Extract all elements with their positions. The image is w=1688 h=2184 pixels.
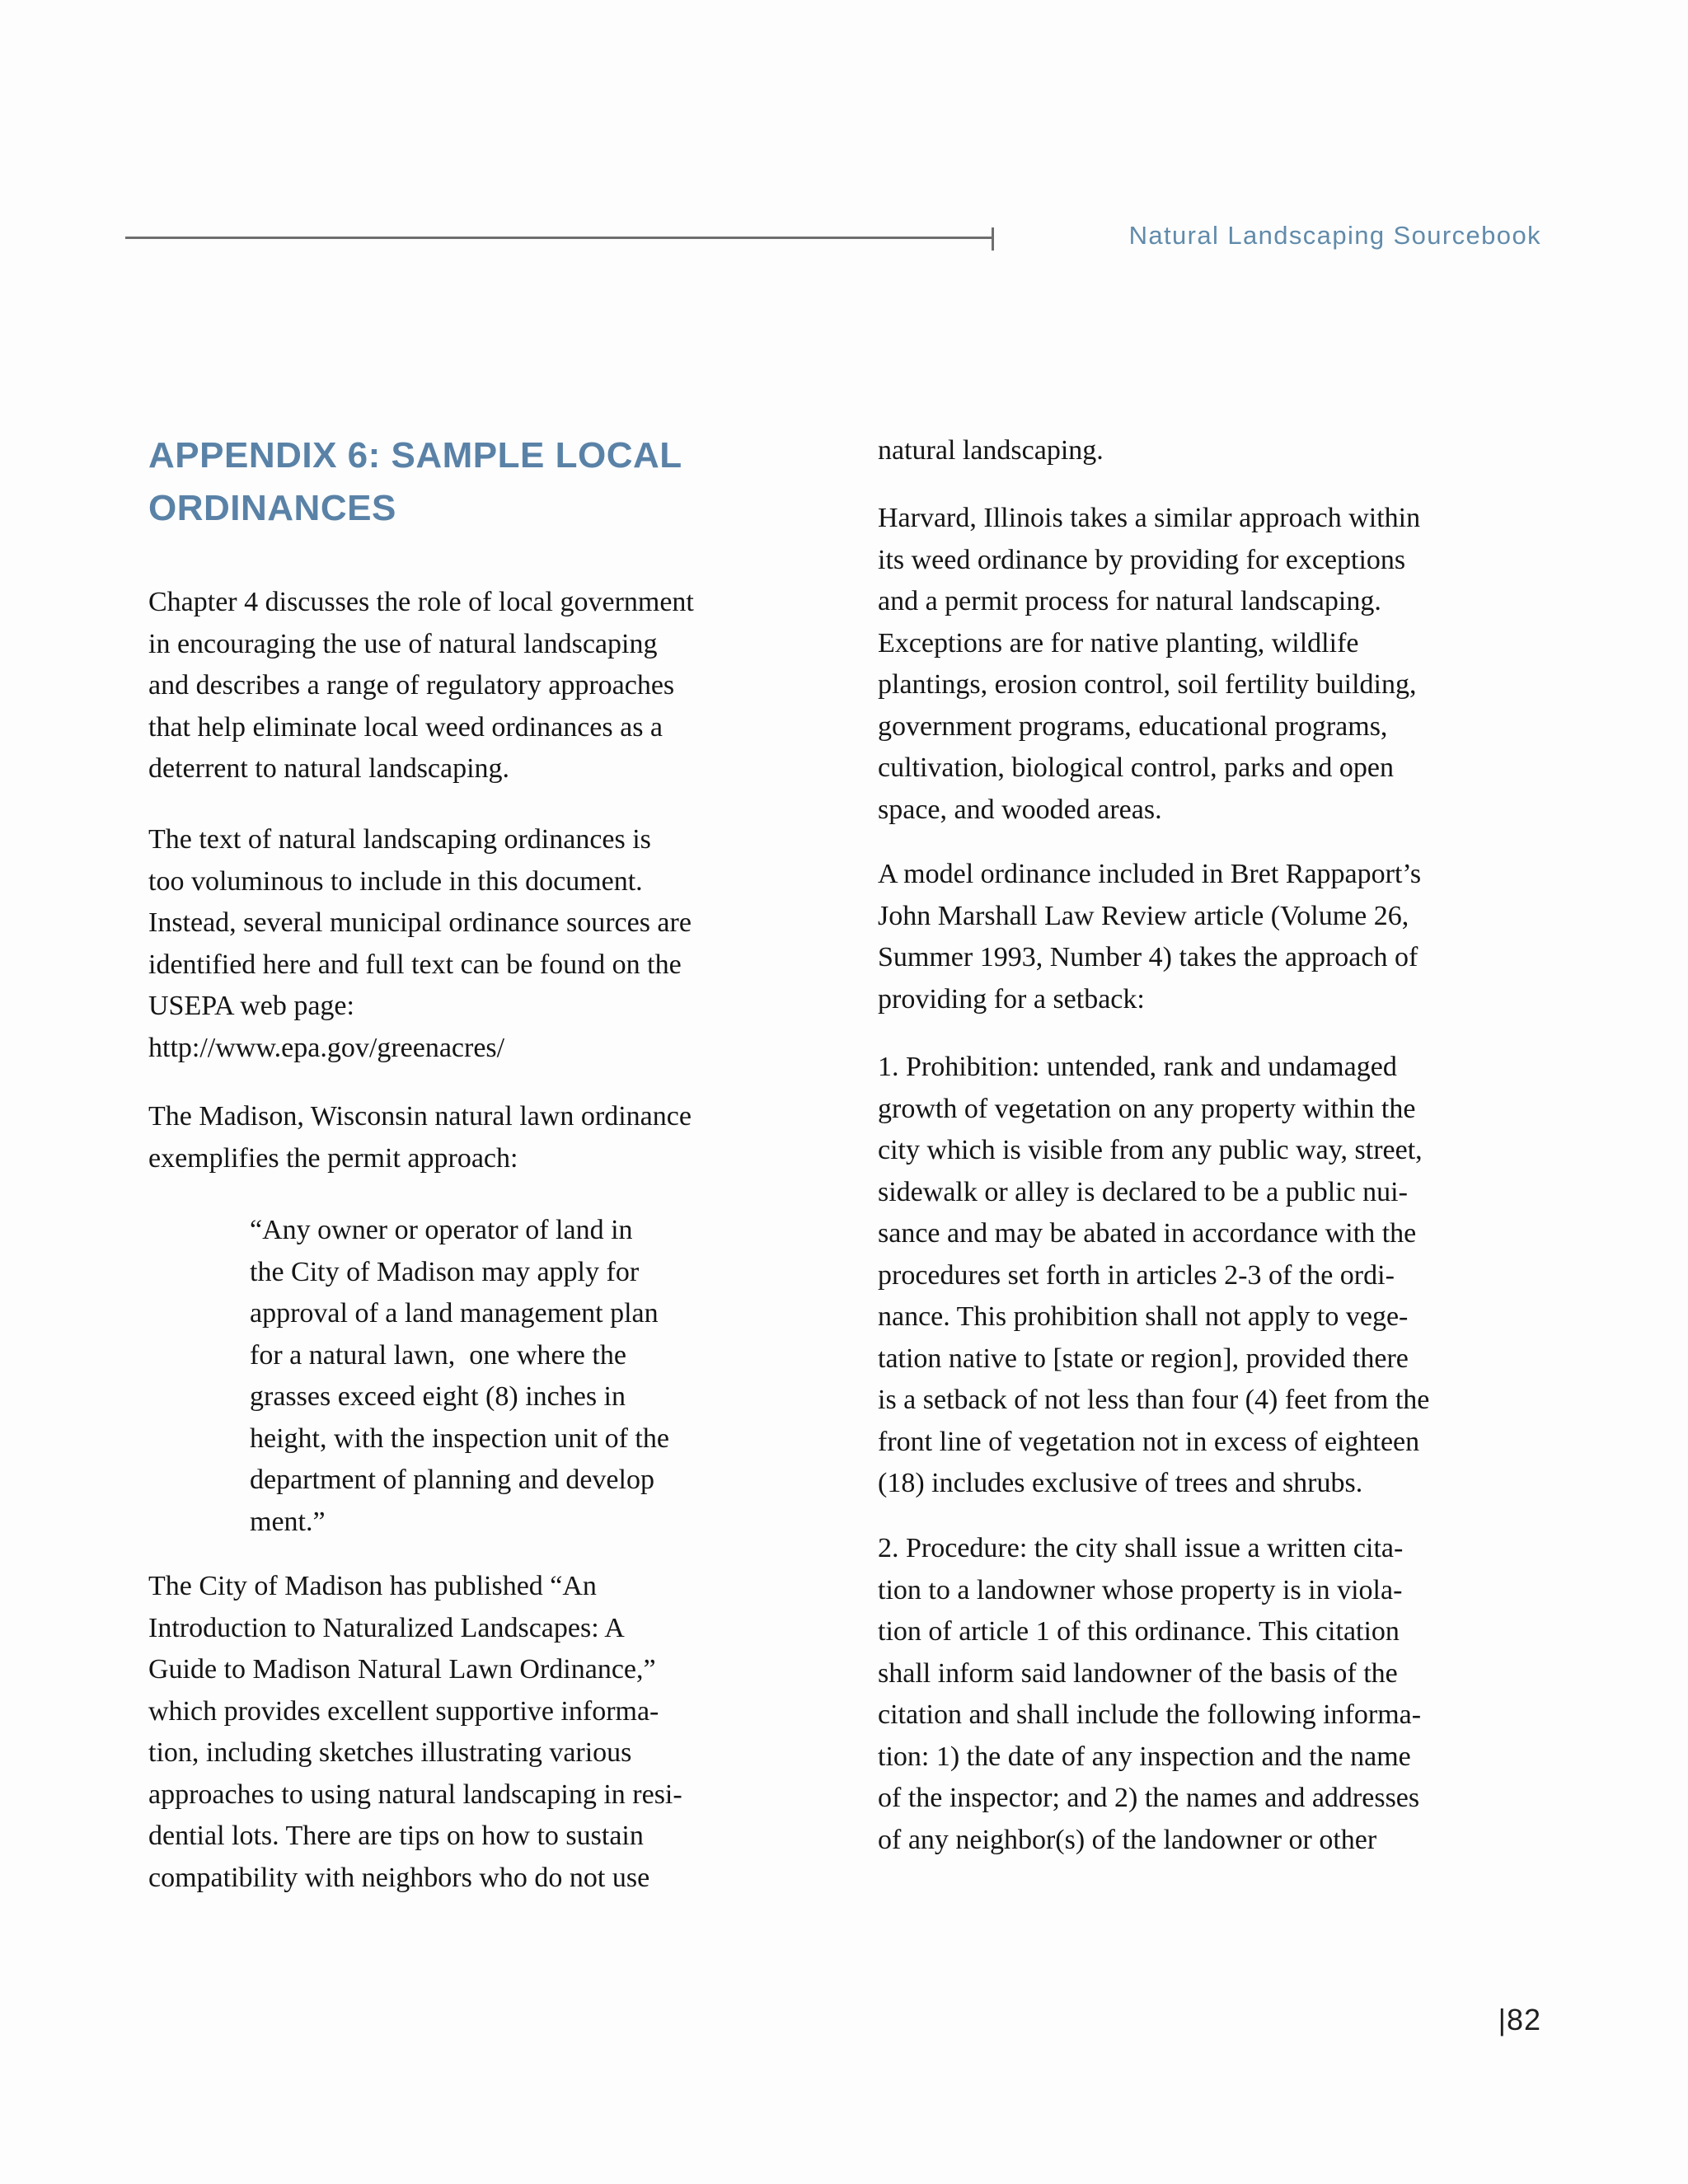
right-paragraph-4-prohibition: 1. Prohibition: untended, rank and undamaged growth of vegetation on any property within the city which is visible from any public way, street, sidewalk or alley is declared to be a public nui- sance and may be abated in accordance with the procedures set forth in articles 2-3 of the ordi- nance. This prohibition shall not apply to vege- tation native to [state or region], provided there is a setback of not less than four (4) feet from the front line of vegetation not in excess of eighteen (18) includes exclusive of trees and shrubs.	[878, 1052, 1430, 1498]
right-paragraph-5-procedure: 2. Procedure: the city shall issue a written cita- tion to a landowner whose property is in viola- tion of article 1 of this ordinance. This citation shall inform said landowner of the basis of the citation and shall include the following informa- tion: 1) the date of any inspection and the name of the inspector; and 2) the names and addresses of any neighbor(s) of the landowner or other	[878, 1533, 1422, 1855]
left-paragraph-1: Chapter 4 discusses the role of local government in encouraging the use of natural landscaping and describes a range of regulatory approaches that help eliminate local weed ordinances as a deterrent to natural landscaping.	[148, 587, 694, 784]
right-paragraph-3: A model ordinance included in Bret Rappaport’s John Marshall Law Review article (Volume 26, Summer 1993, Number 4) takes the approach of providing for a setback:	[878, 859, 1422, 1015]
left-paragraph-3: The Madison, Wisconsin natural lawn ordinance exemplifies the permit approach:	[148, 1101, 692, 1174]
right-paragraph-2: Harvard, Illinois takes a similar approach within its weed ordinance by providing for exceptions and a permit process for natural landscaping. Exceptions are for native planting, wildlife plantings, erosion control, soil fertility building, government programs, educational programs, cultivation, biological control, parks and open space, and wooded areas.	[878, 503, 1421, 825]
right-paragraph-1: natural landscaping.	[878, 435, 1104, 466]
left-paragraph-4: The City of Madison has published “An Introduction to Naturalized Landscapes: A Guide to Madison Natural Lawn Ordinance,” which provides excellent supportive informa- tion, including sketches illustrating various approaches to using natural landscaping in resi- dential lots. There are tips on how to sustain compatibility with neighbors who do not use	[148, 1571, 682, 1893]
page-number: |82	[1498, 2003, 1541, 2036]
madison-ordinance-blockquote: “Any owner or operator of land in the City of Madison may apply for approval of a land management plan for a natural lawn, one where the grasses exceed eight (8) inches in height, with the inspection unit of the department of planning and develop ment.”	[250, 1215, 669, 1537]
left-paragraph-2: The text of natural landscaping ordinances is too voluminous to include in this document. Instead, several municipal ordinance sources are identified here and full text can be found on the USEPA web page: http://www.epa.gov/greenacres/	[148, 824, 692, 1063]
appendix-heading: APPENDIX 6: SAMPLE LOCAL ORDINANCES	[148, 435, 682, 528]
header-rule	[125, 237, 993, 239]
running-header-title: Natural Landscaping Sourcebook	[1128, 221, 1541, 250]
